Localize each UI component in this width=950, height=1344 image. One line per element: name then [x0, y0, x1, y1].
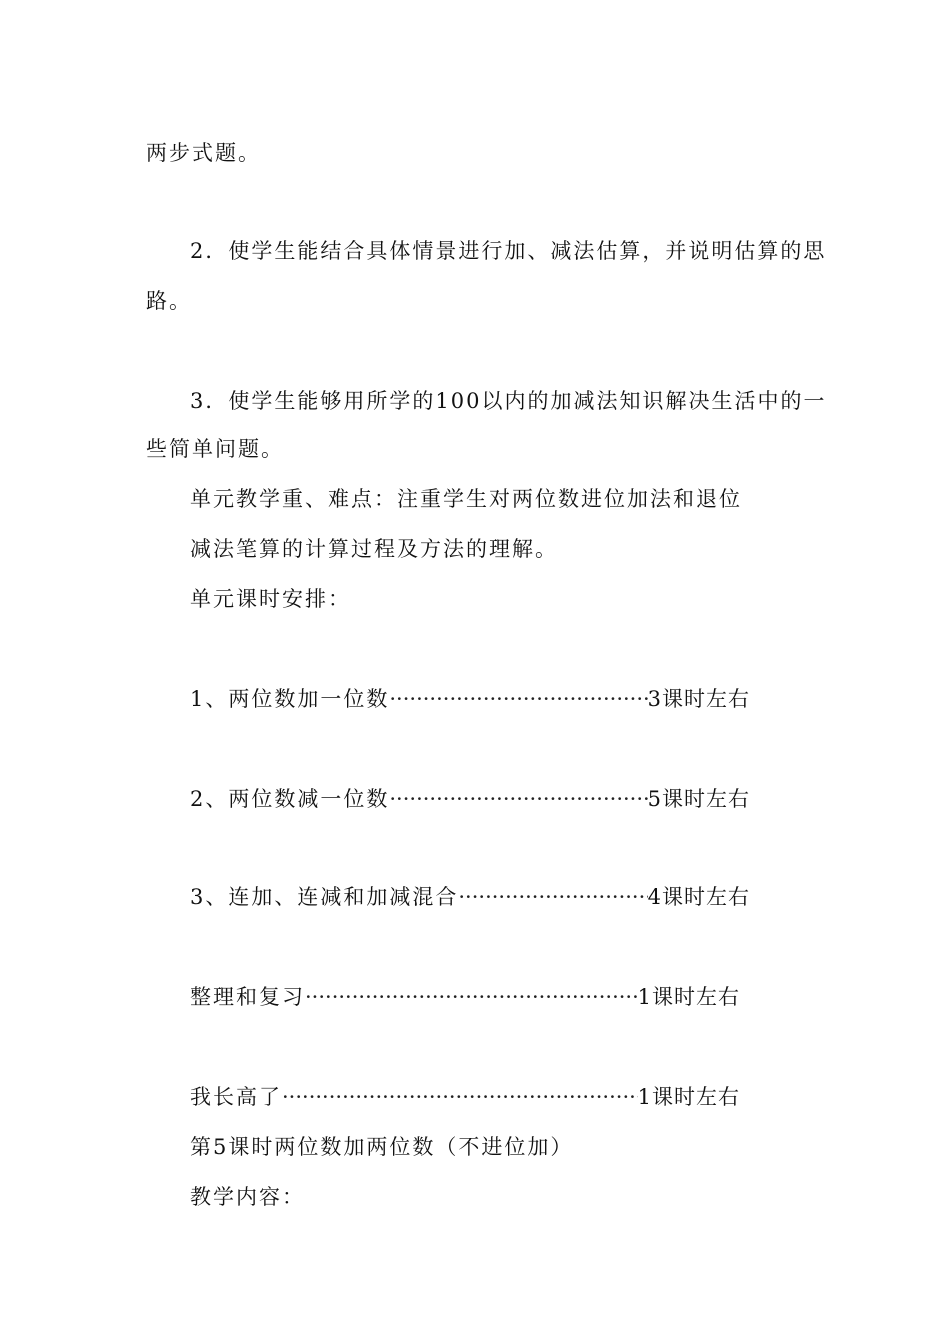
dot-leader	[458, 884, 647, 910]
schedule-title: 单元课时安排：	[190, 587, 351, 611]
lesson-content-label: 教学内容：	[190, 1185, 305, 1209]
dot-leader	[389, 786, 647, 812]
objective-3-line-2: 些简单问题。	[146, 437, 284, 461]
schedule-item-name: 3、连加、连减和加减混合	[190, 885, 459, 909]
dot-leader	[305, 984, 638, 1010]
schedule-item-name: 我长高了	[190, 1085, 282, 1109]
dot-leader	[282, 1084, 638, 1110]
schedule-item-name: 整理和复习	[190, 985, 305, 1009]
schedule-item-name: 2、两位数减一位数	[190, 787, 390, 811]
unit-focus-line-2: 减法笔算的计算过程及方法的理解。	[190, 537, 558, 561]
schedule-item	[190, 686, 750, 712]
schedule-item	[190, 984, 740, 1010]
schedule-item	[190, 884, 750, 910]
objective-2-line-1: 2．使学生能结合具体情景进行加、减法估算，并说明估算的思	[190, 239, 827, 263]
schedule-item-duration: 3课时左右	[647, 687, 750, 711]
schedule-item-duration: 1课时左右	[637, 1085, 740, 1109]
paragraph-line: 两步式题。	[146, 141, 261, 165]
schedule-item-duration: 5课时左右	[647, 787, 750, 811]
unit-focus-line-1: 单元教学重、难点：注重学生对两位数进位加法和退位	[190, 487, 742, 511]
objective-3-line-1: 3．使学生能够用所学的100以内的加减法知识解决生活中的一	[190, 389, 827, 413]
objective-2-line-2: 路。	[146, 289, 192, 313]
schedule-item-name: 1、两位数加一位数	[190, 687, 390, 711]
schedule-item-duration: 1课时左右	[637, 985, 740, 1009]
schedule-item-duration: 4课时左右	[647, 885, 750, 909]
lesson-title: 第5课时两位数加两位数（不进位加）	[190, 1135, 574, 1159]
schedule-item	[190, 786, 750, 812]
schedule-item	[190, 1084, 740, 1110]
dot-leader	[389, 686, 647, 712]
